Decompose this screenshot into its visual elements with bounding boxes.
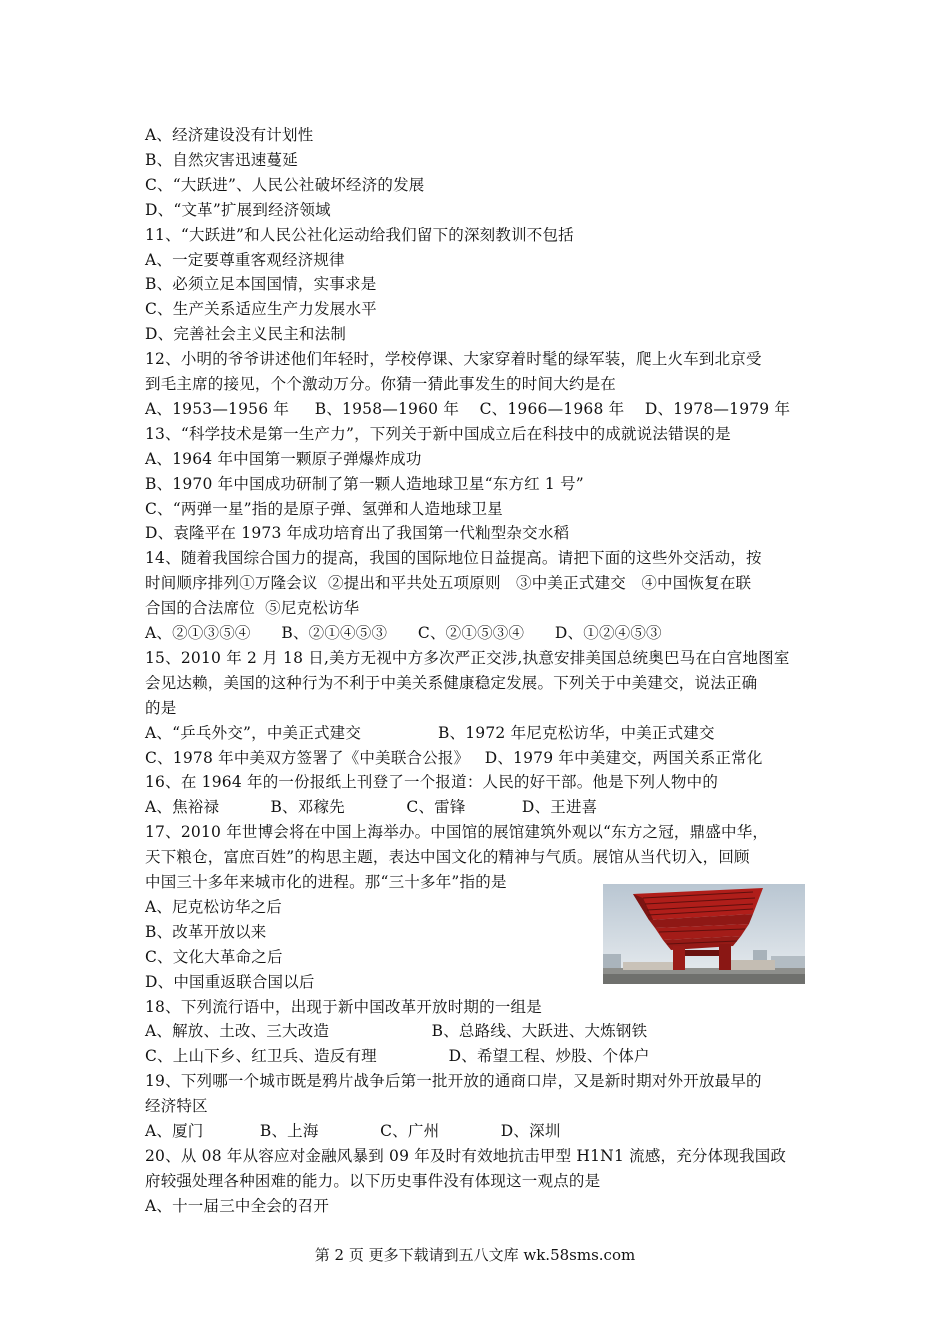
text-line: C、文化大革命之后 [145,947,283,966]
text-line: 天下粮仓，富庶百姓”的构思主题，表达中国文化的精神与气质。展馆从当代切入，回顾 [145,848,750,867]
text-line: B、必须立足本国国情，实事求是 [145,275,377,294]
text-line: 经济特区 [145,1097,208,1116]
text-line: 19、下列哪一个城市既是鸦片战争后第一批开放的通商口岸，又是新时期对外开放最早的 [145,1072,762,1091]
text-line: 到毛主席的接见，个个激动万分。你猜一猜此事发生的时间大约是在 [145,375,617,393]
text-line: 12、小明的爷爷讲述他们年轻时，学校停课、大家穿着时髦的绿军装，爬上火车到北京受 [145,350,762,369]
text-line: A、十一届三中全会的召开 [145,1196,330,1215]
text-line: C、“两弹一星”指的是原子弹、氢弹和人造地球卫星 [145,499,504,518]
text-line: A、一定要尊重客观经济规律 [145,250,345,269]
text-line: D、完善社会主义民主和法制 [145,325,347,344]
text-line: 20、从 08 年从容应对金融风暴到 09 年及时有效地抗击甲型 H1N1 流感，充分体现我国政 [145,1146,787,1165]
text-line: 会见达赖，美国的这种行为不利于中美关系健康稳定发展。下列关于中美建交，说法正确 [145,673,758,692]
text-line: 府较强处理各种困难的能力。以下历史事件没有体现这一观点的是 [145,1171,601,1190]
text-line: 合国的合法席位 ⑤尼克松访华 [145,599,360,618]
text-line: 16、在 1964 年的一份报纸上刊登了一个报道：人民的好干部。他是下列人物中的 [145,773,719,792]
text-line: A、焦裕禄 B、邓稼先 C、雷锋 D、王进喜 [145,798,598,817]
china-pavilion-image [603,884,805,984]
text-line: 18、下列流行语中，出现于新中国改革开放时期的一组是 [145,997,542,1016]
text-line: A、经济建设没有计划性 [145,126,314,144]
text-line: C、1978 年中美双方签署了《中美联合公报》 D、1979 年中美建交，两国关系正常化 [145,748,763,767]
text-line: C、上山下乡、红卫兵、造反有理 D、希望工程、炒股、个体户 [145,1047,650,1066]
text-line: 中国三十多年来城市化的进程。那“三十多年”指的是 [145,873,507,891]
text-line: 时间顺序排列①万隆会议 ②提出和平共处五项原则 ③中美正式建交 ④中国恢复在联 [145,574,752,593]
text-line: 17、2010 年世博会将在中国上海举办。中国馆的展馆建筑外观以“东方之冠，鼎盛中华， [145,823,769,842]
text-line: 14、随着我国综合国力的提高，我国的国际地位日益提高。请把下面的这些外交活动，按 [145,549,762,568]
text-line: A、解放、土改、三大改造 B、总路线、大跃进、大炼钢铁 [145,1022,648,1041]
text-line: D、“文革”扩展到经济领域 [145,200,331,219]
text-line: A、1964 年中国第一颗原子弹爆炸成功 [145,449,422,468]
text-line: 15、2010 年 2 月 18 日,美方无视中方多次严正交涉,执意安排美国总统奥巴马在白宫地图室 [145,648,790,667]
page-footer: 第 2 页 更多下载请到五八文库 wk.58sms.com [314,1246,636,1264]
text-line: A、1953—1956 年 B、1958—1960 年 C、1966—1968 年 D、1978—1979 年 [145,399,791,418]
text-line: A、②①③⑤④ B、②①④⑤③ C、②①⑤③④ D、①②④⑤③ [145,624,662,642]
text-line: C、“大跃进”、人民公社破坏经济的发展 [145,175,425,194]
text-line: A、厦门 B、上海 C、广州 D、深圳 [145,1122,561,1140]
text-line: 13、“科学技术是第一生产力”，下列关于新中国成立后在科技中的成就说法错误的是 [145,424,731,443]
text-line: 的是 [145,698,177,717]
text-line: B、自然灾害迅速蔓延 [145,150,298,169]
text-line: A、“乒乓外交”，中美正式建交 B、1972 年尼克松访华，中美正式建交 [145,723,715,742]
text-line: D、袁隆平在 1973 年成功培育出了我国第一代籼型杂交水稻 [145,524,570,543]
text-line: 11、“大跃进”和人民公社化运动给我们留下的深刻教训不包括 [145,225,574,244]
text-line: A、尼克松访华之后 [145,897,282,916]
text-line: D、中国重返联合国以后 [145,972,315,991]
text-line: B、改革开放以来 [145,922,267,941]
text-line: C、生产关系适应生产力发展水平 [145,300,377,319]
text-line: B、1970 年中国成功研制了第一颗人造地球卫星“东方红 1 号” [145,474,584,493]
